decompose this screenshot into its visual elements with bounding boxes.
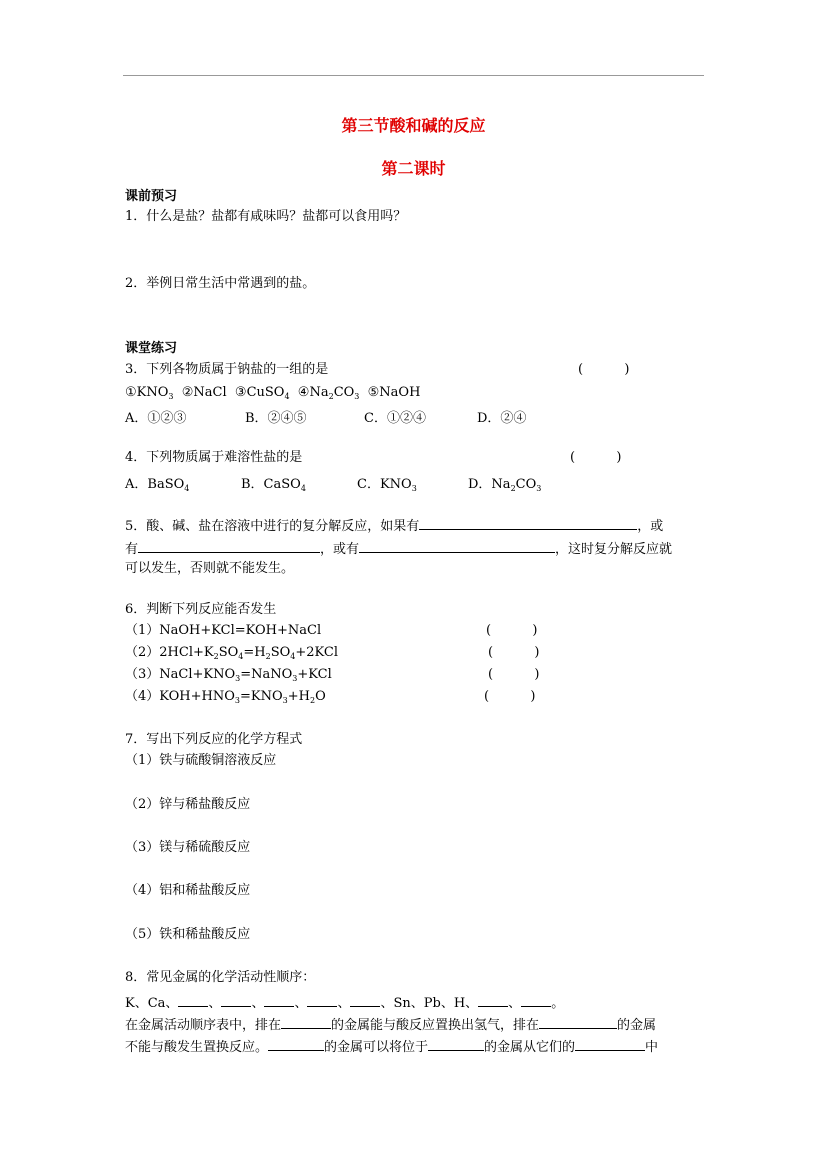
section-preview: 课前预习 bbox=[125, 189, 178, 204]
answer-blank[interactable] bbox=[281, 1014, 331, 1029]
question-4-stem: 4．下列物质属于难溶性盐的是 bbox=[125, 450, 303, 465]
answer-blank[interactable] bbox=[307, 992, 337, 1007]
question-7-item-2: （2）锌与稀盐酸反应 bbox=[125, 797, 251, 812]
question-6-reaction-1: （1）NaOH+KCl=KOH+NaCl bbox=[125, 623, 322, 638]
question-5-line-2: 有 ，或有 ，这时复分解反应就 bbox=[125, 538, 672, 558]
question-5-line-1: 5．酸、碱、盐在溶液中进行的复分解反应，如果有 ，或 bbox=[125, 515, 663, 535]
question-7-stem: 7．写出下列反应的化学方程式 bbox=[125, 732, 303, 747]
question-4-option-c: C．$KNO_3$ bbox=[357, 477, 417, 493]
question-3-stem: 3．下列各物质属于钠盐的一组的是 bbox=[125, 362, 329, 377]
answer-blank[interactable] bbox=[264, 992, 294, 1007]
question-8-stem: 8．常见金属的化学活动性顺序： bbox=[125, 970, 316, 985]
section-classwork: 课堂练习 bbox=[125, 341, 178, 356]
answer-blank[interactable] bbox=[178, 992, 208, 1007]
answer-blank[interactable] bbox=[359, 538, 555, 553]
question-6-paren-4: ( ) bbox=[484, 689, 536, 704]
answer-blank[interactable] bbox=[575, 1036, 645, 1051]
question-2: 2．举例日常生活中常遇到的盐。 bbox=[125, 276, 316, 291]
question-3-answer-paren: ( ) bbox=[578, 362, 630, 377]
question-3-option-a: A．①②③ bbox=[125, 411, 187, 426]
question-4-option-b: B．CaSO$_4$ bbox=[241, 477, 306, 493]
answer-blank[interactable] bbox=[428, 1036, 484, 1051]
question-4-answer-paren: ( ) bbox=[570, 450, 622, 465]
page-title: 第三节酸和碱的反应 bbox=[341, 116, 486, 135]
question-8-sequence: K、Ca、 、 、 、 、 、Sn、Pb、H、 、 。 bbox=[125, 992, 564, 1012]
answer-blank[interactable] bbox=[138, 538, 320, 553]
question-6-paren-3: ( ) bbox=[488, 667, 540, 682]
question-3-option-b: B．②④⑤ bbox=[245, 411, 307, 426]
question-6-reaction-3: $(3)NaCl+KNO_3=NaNO_3+KCl$ bbox=[125, 667, 332, 683]
question-7-item-5: （5）铁和稀盐酸反应 bbox=[125, 927, 251, 942]
question-5-line-3: 可以发生，否则就不能发生。 bbox=[125, 561, 295, 576]
question-8-line-2: 在金属活动顺序表中，排在 的金属能与酸反应置换出氢气，排在 的金属 bbox=[125, 1014, 656, 1034]
question-3-items: $①KNO_3$ ②NaCl ③CuSO$_4$ $④Na_2CO_3$ ⑤NaOH bbox=[125, 385, 421, 401]
question-3-option-d: D．②④ bbox=[477, 411, 527, 426]
header-rule bbox=[123, 75, 704, 76]
question-6-paren-2: ( ) bbox=[488, 645, 540, 660]
question-4-option-d: D．$Na_2CO_3$ bbox=[468, 477, 542, 493]
question-6-paren-1: ( ) bbox=[486, 623, 538, 638]
answer-blank[interactable] bbox=[539, 1014, 617, 1029]
question-7-item-1: （1）铁与硫酸铜溶液反应 bbox=[125, 753, 277, 768]
question-8-line-3: 不能与酸发生置换反应。 的金属可以将位于 的金属从它们的 中 bbox=[125, 1036, 658, 1056]
answer-blank[interactable] bbox=[521, 992, 551, 1007]
answer-blank[interactable] bbox=[268, 1036, 324, 1051]
question-1: 1．什么是盐？盐都有咸味吗？盐都可以食用吗？ bbox=[125, 209, 407, 224]
question-7-item-3: （3）镁与稀硫酸反应 bbox=[125, 840, 251, 855]
question-4-option-a: A．BaSO$_4$ bbox=[125, 477, 190, 493]
answer-blank[interactable] bbox=[350, 992, 380, 1007]
answer-blank[interactable] bbox=[221, 992, 251, 1007]
answer-blank[interactable] bbox=[419, 515, 637, 530]
question-6-stem: 6．判断下列反应能否发生 bbox=[125, 602, 277, 617]
question-6-reaction-2: $(2)2HCl+K_2SO_4=H_2SO_4+2KCl$ bbox=[125, 645, 338, 661]
page-subtitle: 第二课时 bbox=[381, 159, 446, 178]
question-3-option-c: C．①②④ bbox=[364, 411, 426, 426]
question-7-item-4: （4）铝和稀盐酸反应 bbox=[125, 883, 251, 898]
question-6-reaction-4: $(4)KOH+HNO_3=KNO_3+H_2O$ bbox=[125, 689, 326, 705]
answer-blank[interactable] bbox=[478, 992, 508, 1007]
